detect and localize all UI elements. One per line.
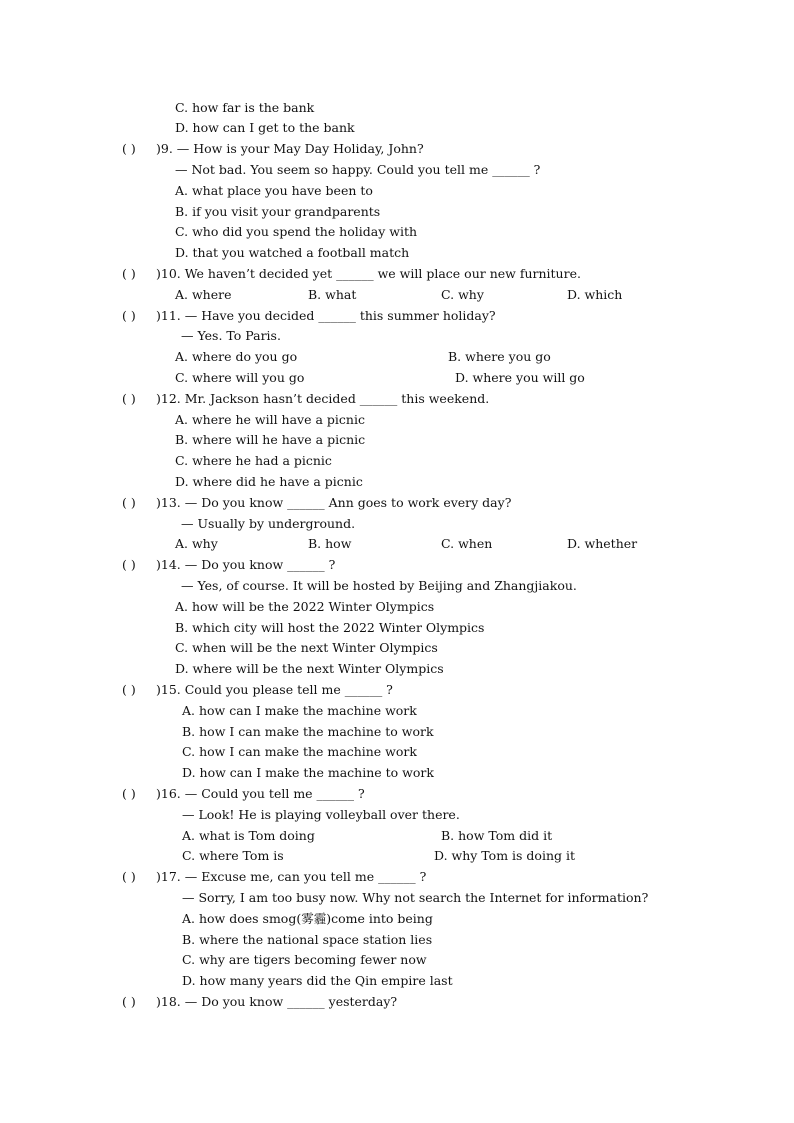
question-line: )17. — Excuse me, can you tell me ______ ? [156,869,427,884]
answer-bracket: ( ) [122,391,136,406]
answer-bracket: ( ) [122,141,136,156]
option-line: B. what [308,287,357,302]
option-line: B. which city will host the 2022 Winter Olympics [175,620,485,635]
dialogue-line: — Yes. To Paris. [181,328,281,343]
option-line: D. whether [567,536,638,551]
option-line: A. how does smog(雾霾)come into being [182,911,433,926]
option-line: A. where do you go [175,349,298,364]
option-line: C. where will you go [175,370,305,385]
dialogue-line: — Yes, of course. It will be hosted by Beijing and Zhangjiakou. [181,578,577,593]
option-line: C. when will be the next Winter Olympics [175,640,438,655]
answer-bracket: ( ) [122,682,136,697]
option-line: C. when [441,536,493,551]
dialogue-line: — Look! He is playing volleyball over there. [182,807,460,822]
question-line: )10. We haven’t decided yet ______ we will place our new furniture. [156,266,581,281]
option-line: A. what is Tom doing [182,828,315,843]
question-line: )11. — Have you decided ______ this summer holiday? [156,308,496,323]
option-line: C. why [441,287,484,302]
dialogue-line: — Not bad. You seem so happy. Could you tell me ______ ? [175,162,541,177]
option-line: C. where Tom is [182,848,284,863]
answer-bracket: ( ) [122,994,136,1009]
option-line: D. why Tom is doing it [434,848,575,863]
answer-bracket: ( ) [122,786,136,801]
option-line: D. where did he have a picnic [175,474,363,489]
option-line: B. where you go [448,349,551,364]
option-line: D. that you watched a football match [175,245,410,260]
option-line: D. where will be the next Winter Olympics [175,661,444,676]
question-line: )15. Could you please tell me ______ ? [156,682,393,697]
option-line: C. who did you spend the holiday with [175,224,418,239]
option-line: C. how I can make the machine work [182,744,417,759]
option-line: D. how many years did the Qin empire last [182,973,453,988]
option-line: A. where he will have a picnic [175,412,365,427]
option-line: B. how [308,536,352,551]
option-line: A. why [175,536,218,551]
answer-bracket: ( ) [122,266,136,281]
question-line: )9. — How is your May Day Holiday, John? [156,141,424,156]
option-line: A. what place you have been to [175,183,373,198]
option-line: D. where you will go [455,370,585,385]
option-line: D. how can I get to the bank [175,120,355,135]
option-line: A. how will be the 2022 Winter Olympics [175,599,435,614]
question-line: )18. — Do you know ______ yesterday? [156,994,398,1009]
option-line: B. where will he have a picnic [175,432,366,447]
option-line: B. how Tom did it [441,828,553,843]
option-line: C. why are tigers becoming fewer now [182,952,427,967]
option-line: B. how I can make the machine to work [182,724,434,739]
answer-bracket: ( ) [122,869,136,884]
option-line: D. which [567,287,623,302]
answer-bracket: ( ) [122,308,136,323]
option-line: B. if you visit your grandparents [175,204,381,219]
answer-bracket: ( ) [122,557,136,572]
dialogue-line: — Sorry, I am too busy now. Why not search the Internet for information? [182,890,649,905]
question-line: )12. Mr. Jackson hasn’t decided ______ this weekend. [156,391,490,406]
option-line: C. how far is the bank [175,100,315,115]
option-line: A. how can I make the machine work [182,703,417,718]
question-line: )16. — Could you tell me ______ ? [156,786,365,801]
question-line: )14. — Do you know ______ ? [156,557,336,572]
option-line: D. how can I make the machine to work [182,765,434,780]
dialogue-line: — Usually by underground. [181,516,356,531]
question-line: )13. — Do you know ______ Ann goes to work every day? [156,495,512,510]
option-line: B. where the national space station lies [182,932,433,947]
option-line: C. where he had a picnic [175,453,332,468]
option-line: A. where [175,287,232,302]
answer-bracket: ( ) [122,495,136,510]
